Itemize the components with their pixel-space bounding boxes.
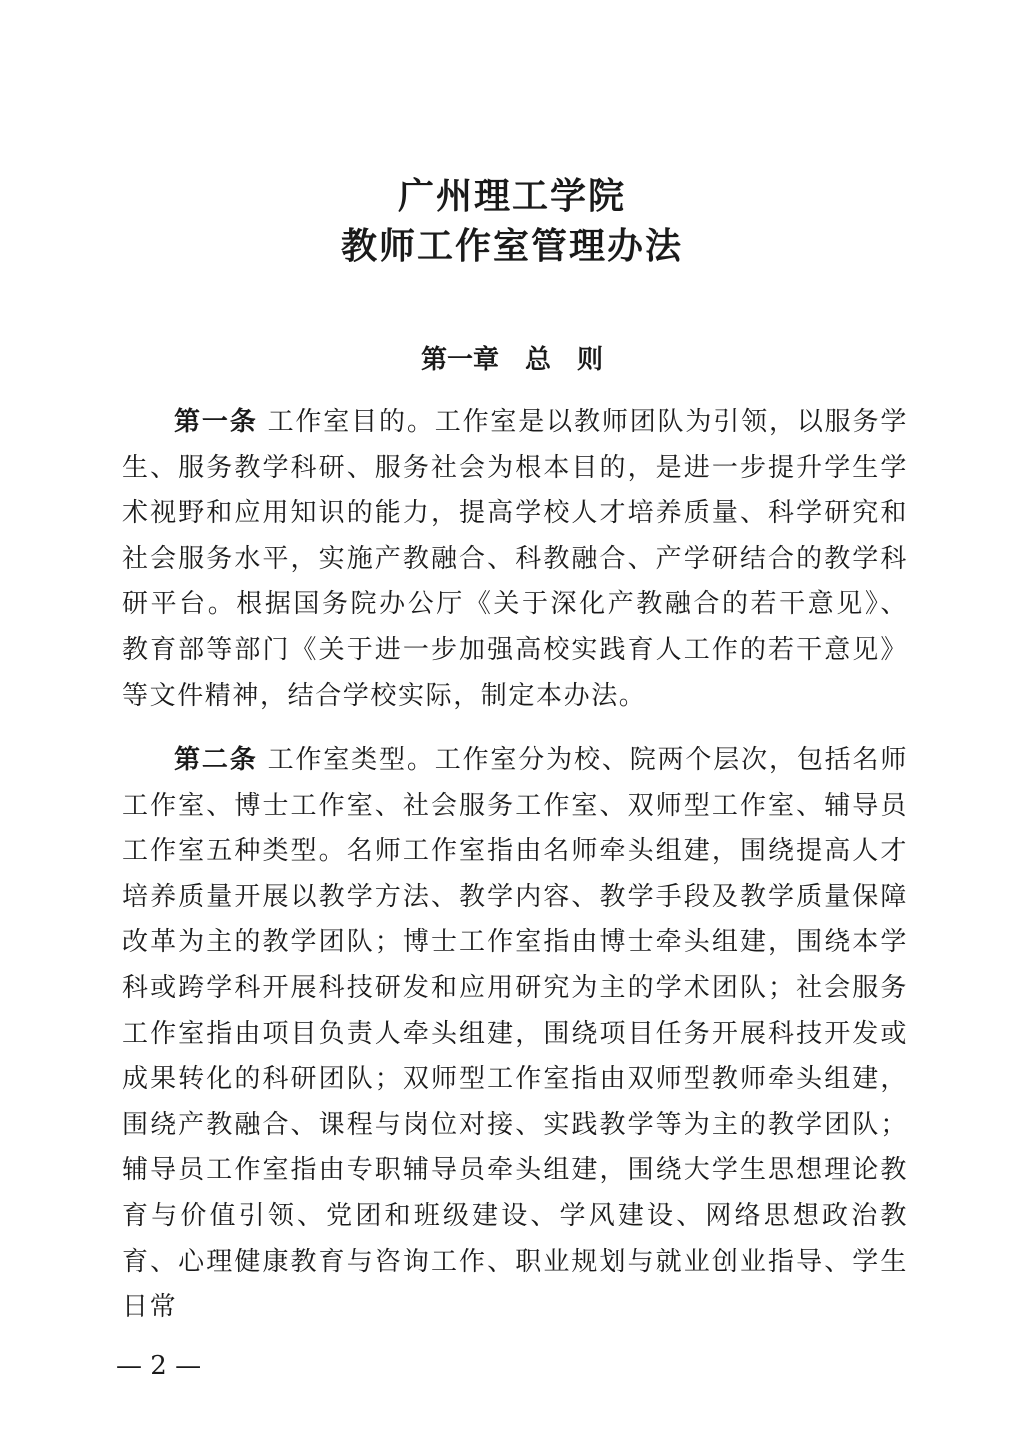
article-1: [122, 400, 908, 719]
article-1-text: 工作室目的。工作室是以教师团队为引领，以服务学生、服务教学科研、服务社会为根本目的，是进一步提升学生学术视野和应用知识的能力，提高学校人才培养质量、科学研究和社会服务水平，实施产教融合、科教融合、产学研结合的教学科研平台。根据国务院办公厅《关于深化产教融合的若干意见》、教育部等部门《关于进一步加强高校实践育人工作的若干意见》等文件精神，结合学校实际，制定本办法。: [122, 407, 908, 711]
article-2-text: 工作室类型。工作室分为校、院两个层次，包括名师工作室、博士工作室、社会服务工作室、双师型工作室、辅导员工作室五种类型。名师工作室指由名师牵头组建，围绕提高人才培养质量开展以教学方法、教学内容、教学手段及教学质量保障改革为主的教学团队；博士工作室指由博士牵头组建，围绕本学科或跨学科开展科技研发和应用研究为主的学术团队；社会服务工作室指由项目负责人牵头组建，围绕项目任务开展科技开发或成果转化的科研团队；双师型工作室指由双师型教师牵头组建，围绕产教融合、课程与岗位对接、实践教学等为主的教学团队；辅导员工作室指由专职辅导员牵头组建，围绕大学生思想理论教育与价值引领、党团和班级建设、学风建设、网络思想政治教育、心理健康教育与咨询工作、职业规划与就业创业指导、学生日常: [122, 745, 908, 1323]
article-2: [122, 738, 908, 1331]
title-document: 教师工作室管理办法: [340, 226, 683, 267]
title-institution: 广州理工学院: [397, 176, 626, 217]
chapter-heading: 第一章 总 则: [420, 345, 603, 375]
article-2-label: 第二条: [174, 745, 258, 775]
page-number: — 2 —: [116, 1351, 202, 1381]
article-1-label: 第一条: [174, 407, 258, 437]
